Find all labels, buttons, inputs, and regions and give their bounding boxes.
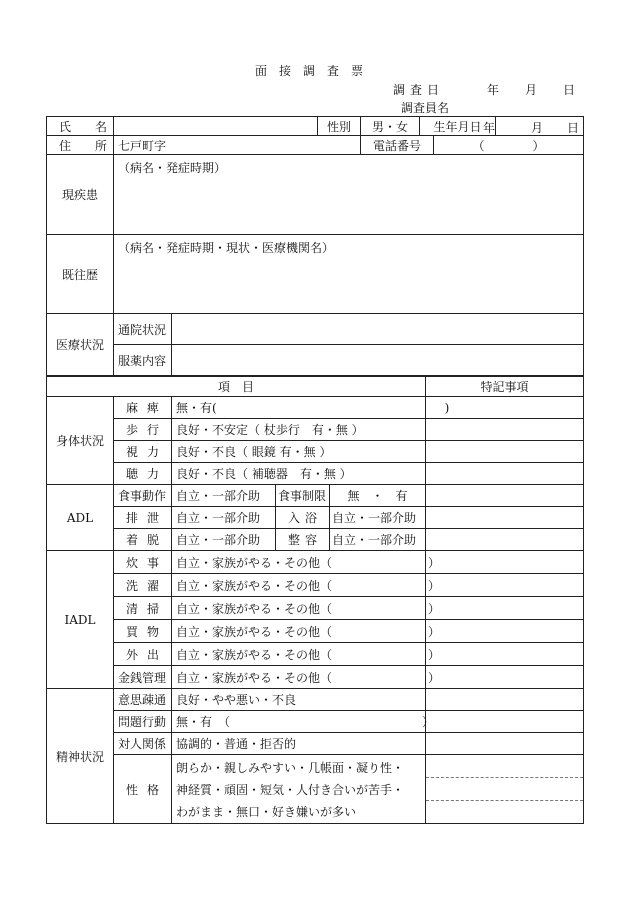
money-notes[interactable]: [426, 666, 584, 689]
personality-line: わがまま・無口・好き嫌いが多い: [176, 805, 357, 819]
personality-line: 朗らか・親しみやすい・几帳面・凝り性・: [176, 761, 405, 775]
notes-header: 特記事項: [426, 377, 584, 397]
iadl-label: IADL: [47, 551, 114, 689]
paralysis-label: 麻痺: [114, 397, 172, 419]
cleaning-value[interactable]: 自立・家族がやる・その他（ ）: [172, 597, 426, 620]
behavior-value[interactable]: 無・有 （ ）: [172, 711, 426, 733]
walking-value[interactable]: 良好・不安定（ 杖歩行 有・無 ）: [172, 419, 426, 441]
past-history-hint: （病名・発症時期・現状・医療機関名）: [118, 241, 335, 255]
medication-label: 服薬内容: [114, 345, 172, 376]
going-out-label: 外出: [114, 643, 172, 666]
past-history-field[interactable]: [114, 235, 584, 314]
survey-year-unit: 年: [487, 83, 500, 97]
shopping-notes[interactable]: [426, 620, 584, 643]
laundry-notes[interactable]: [426, 574, 584, 597]
survey-month-unit: 月: [525, 83, 538, 97]
hearing-label: 聴力: [114, 463, 172, 485]
sex-options[interactable]: 男・女: [361, 117, 420, 136]
vision-value[interactable]: 良好・不良（ 眼鏡 有・無 ）: [172, 441, 426, 463]
shopping-label: 買物: [114, 620, 172, 643]
behavior-notes[interactable]: [426, 711, 584, 733]
outpatient-field[interactable]: [172, 314, 584, 345]
medical-history-table: [46, 154, 584, 376]
laundry-label: 洗濯: [114, 574, 172, 597]
form-title: 面接調査票: [254, 64, 375, 78]
paralysis-notes[interactable]: [426, 397, 584, 419]
shopping-value[interactable]: 自立・家族がやる・その他（ ）: [172, 620, 426, 643]
communication-label: 意思疎通: [114, 689, 172, 711]
cleaning-label: 清掃: [114, 597, 172, 620]
laundry-value[interactable]: 自立・家族がやる・その他（ ）: [172, 574, 426, 597]
bathing-value[interactable]: 自立・一部介助: [330, 507, 426, 529]
dressing-notes[interactable]: [426, 529, 584, 551]
vision-label: 視力: [114, 441, 172, 463]
dressing-label: 着脱: [114, 529, 172, 551]
birth-month-unit: 月: [531, 121, 544, 135]
diet-restriction-label: 食事制限: [276, 485, 330, 507]
bathing-label: 入浴: [276, 507, 330, 529]
going-out-value[interactable]: 自立・家族がやる・その他（ ）: [172, 643, 426, 666]
assessment-table: [46, 376, 584, 824]
communication-value[interactable]: 良好・やや悪い・不良: [172, 689, 426, 711]
hearing-notes[interactable]: [426, 463, 584, 485]
vision-notes[interactable]: [426, 441, 584, 463]
personal-info-table: [46, 116, 584, 155]
walking-label: 歩行: [114, 419, 172, 441]
grooming-label: 整容: [276, 529, 330, 551]
walking-notes[interactable]: [426, 419, 584, 441]
dressing-value[interactable]: 自立・一部介助: [172, 529, 276, 551]
birth-date-label: 生年月日: [420, 117, 496, 136]
birth-day-unit: 日: [567, 121, 580, 135]
cooking-value[interactable]: 自立・家族がやる・その他（ ）: [172, 551, 426, 574]
physical-status-label: 身体状況: [47, 397, 114, 485]
past-history-label: 既往歴: [47, 235, 114, 314]
survey-day-unit: 日: [563, 83, 576, 97]
eating-value[interactable]: 自立・一部介助: [172, 485, 276, 507]
medication-field[interactable]: [172, 345, 584, 376]
going-out-notes[interactable]: [426, 643, 584, 666]
medical-status-label: 医療状況: [47, 314, 114, 376]
personality-notes[interactable]: [426, 755, 584, 824]
hearing-value[interactable]: 良好・不良（ 補聴器 有・無 ）: [172, 463, 426, 485]
personality-options[interactable]: [172, 755, 426, 824]
money-value[interactable]: 自立・家族がやる・その他（ ）: [172, 666, 426, 689]
relationships-label: 対人関係: [114, 733, 172, 755]
money-label: 金銭管理: [114, 666, 172, 689]
personality-line: 神経質・頑固・短気・人付き合いが苦手・: [176, 783, 405, 797]
paralysis-value[interactable]: 無・有( ): [172, 397, 426, 419]
name-label: 氏 名: [47, 117, 114, 136]
name-field[interactable]: [114, 117, 318, 136]
grooming-value[interactable]: 自立・一部介助: [330, 529, 426, 551]
mental-status-label: 精神状況: [47, 689, 114, 824]
sex-label: 性別: [318, 117, 361, 136]
address-label: 住 所: [47, 136, 114, 155]
current-illness-label: 現疾患: [47, 155, 114, 235]
phone-field[interactable]: （ ）: [434, 136, 584, 155]
adl-label: ADL: [47, 485, 114, 551]
surveyor-label: 調査員名: [401, 101, 450, 115]
eating-notes[interactable]: [426, 485, 584, 507]
current-illness-field[interactable]: [114, 155, 584, 235]
relationships-notes[interactable]: [426, 733, 584, 755]
cleaning-notes[interactable]: [426, 597, 584, 620]
cooking-notes[interactable]: [426, 551, 584, 574]
behavior-label: 問題行動: [114, 711, 172, 733]
eating-label: 食事動作: [114, 485, 172, 507]
excretion-value[interactable]: 自立・一部介助: [172, 507, 276, 529]
cooking-label: 炊事: [114, 551, 172, 574]
birth-date-field[interactable]: [483, 117, 584, 136]
relationships-value[interactable]: 協調的・普通・拒否的: [172, 733, 426, 755]
current-illness-hint: （病名・発症時期）: [118, 161, 227, 175]
item-header: 項 目: [47, 377, 426, 397]
excretion-notes[interactable]: [426, 507, 584, 529]
birth-year-unit: 年: [483, 121, 496, 135]
outpatient-label: 通院状況: [114, 314, 172, 345]
excretion-label: 排泄: [114, 507, 172, 529]
personality-label: 性格: [114, 755, 172, 824]
diet-restriction-value[interactable]: 無 ・ 有: [330, 485, 426, 507]
survey-date-label: 調査日: [393, 83, 445, 97]
communication-notes[interactable]: [426, 689, 584, 711]
phone-label: 電話番号: [361, 136, 434, 155]
address-field[interactable]: 七戸町字: [114, 136, 361, 155]
